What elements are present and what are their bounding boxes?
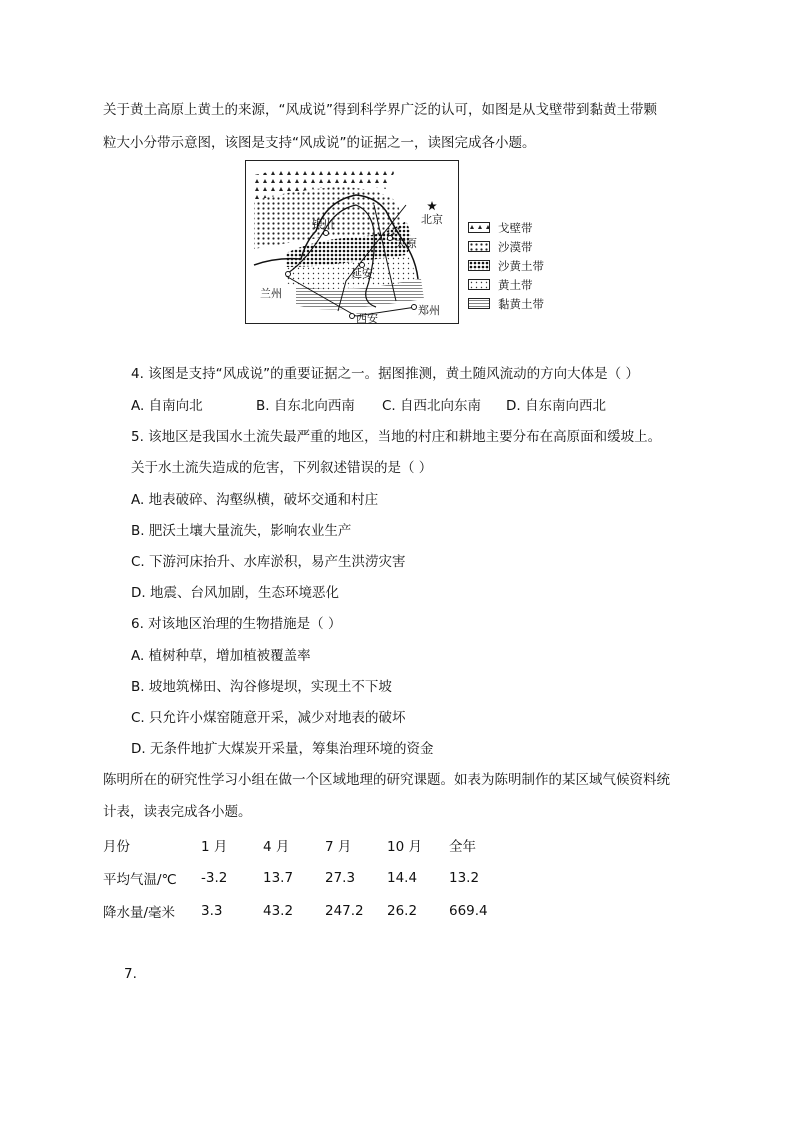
table-cell: 669.4	[449, 902, 488, 919]
city-taiyuan: 太原	[395, 237, 417, 250]
header-cell: 月份	[103, 838, 130, 855]
beijing-star-icon	[427, 201, 437, 210]
intro-line-1: 关于黄土高原上黄土的来源，“风成说”得到科学界广泛的认可，如图是从戈壁带到黏黄土带颗	[103, 102, 657, 118]
legend-label: 沙漠带	[498, 239, 533, 254]
sandy-loess-swatch	[468, 260, 490, 271]
legend-label: 戈壁带	[498, 220, 533, 235]
q6-option-b: B. 坡地筑梯田、沟谷修堤坝，实现土不下坡	[131, 679, 392, 695]
clay-loess-swatch	[468, 298, 490, 309]
table-cell: 27.3	[325, 869, 356, 886]
legend-item-sandy-loess	[468, 256, 544, 275]
climate-table	[103, 828, 511, 927]
header-cell: 7 月	[325, 838, 352, 855]
legend-item-gobi	[468, 218, 544, 237]
legend-label: 沙黄土带	[498, 258, 544, 273]
header-cell: 10 月	[387, 838, 422, 855]
loess-swatch	[468, 279, 490, 290]
q7-number: 7.	[124, 966, 137, 982]
city-yinchuan: 银川	[312, 218, 334, 231]
q4-option-c: C. 自西北向东南	[382, 398, 482, 414]
q5-option-c: C. 下游河床抬升、水库淤积，易产生洪涝灾害	[131, 554, 406, 570]
city-yanan: 延安	[351, 267, 373, 280]
city-lanzhou: 兰州	[260, 287, 282, 300]
header-cell: 4 月	[263, 838, 290, 855]
intro2-line-2: 计表，读表完成各小题。	[103, 804, 252, 820]
intro-line-2: 粒大小分带示意图，该图是支持“风成说”的证据之一，读图完成各小题。	[103, 135, 536, 151]
table-cell: 26.2	[387, 902, 418, 919]
q4-option-a: A. 自南向北	[131, 398, 203, 414]
legend-item-desert	[468, 237, 544, 256]
q6-option-c: C. 只允许小煤窑随意开采，减少对地表的破坏	[131, 710, 406, 726]
table-cell: 13.2	[449, 869, 480, 886]
q4-stem: 4. 该图是支持“风成说”的重要证据之一。据图推测，黄土随风流动的方向大体是（ ）	[131, 366, 639, 382]
city-zhengzhou: 郑州	[418, 304, 440, 317]
table-header-row	[103, 828, 511, 861]
loess-map-figure	[245, 160, 459, 324]
table-row	[103, 894, 511, 927]
q5-option-a: A. 地表破碎、沟壑纵横，破坏交通和村庄	[131, 492, 379, 508]
table-cell: 14.4	[387, 869, 418, 886]
city-xian: 西安	[356, 312, 378, 325]
legend-label: 黏黄土带	[498, 296, 544, 311]
legend-item-clay-loess	[468, 294, 544, 313]
q6-stem: 6. 对该地区治理的生物措施是（ ）	[131, 616, 342, 632]
q5-option-d: D. 地震、台风加剧，生态环境恶化	[131, 585, 339, 601]
zhengzhou-marker	[412, 305, 417, 310]
q6-option-a: A. 植树种草，增加植被覆盖率	[131, 648, 311, 664]
desert-swatch	[468, 241, 490, 252]
table-cell: 3.3	[201, 902, 223, 919]
q5-option-b: B. 肥沃土壤大量流失，影响农业生产	[131, 523, 352, 539]
q4-option-b: B. 自东北向西南	[256, 398, 355, 414]
map-legend	[468, 218, 544, 313]
q4-option-d: D. 自东南向西北	[506, 398, 606, 414]
q6-option-d: D. 无条件地扩大煤炭开采量，筹集治理环境的资金	[131, 741, 434, 757]
row-label: 平均气温/℃	[103, 871, 177, 888]
row-label: 降水量/毫米	[103, 904, 176, 921]
table-cell: 43.2	[263, 902, 294, 919]
header-cell: 全年	[449, 838, 476, 855]
intro2-line-1: 陈明所在的研究性学习小组在做一个区域地理的研究课题。如表为陈明制作的某区域气候资料统	[103, 772, 670, 788]
legend-label: 黄土带	[498, 277, 533, 292]
header-cell: 1 月	[201, 838, 228, 855]
city-beijing: 北京	[421, 213, 443, 226]
legend-item-loess	[468, 275, 544, 294]
xian-marker	[350, 314, 355, 319]
table-cell: 247.2	[325, 902, 364, 919]
gobi-swatch	[468, 222, 490, 233]
q5-stem-2: 关于水土流失造成的危害，下列叙述错误的是（ ）	[131, 460, 433, 476]
q5-stem-1: 5. 该地区是我国水土流失最严重的地区，当地的村庄和耕地主要分布在高原面和缓坡上。	[131, 429, 662, 445]
lanzhou-marker	[286, 272, 291, 277]
taiyuan-marker	[388, 236, 393, 241]
table-cell: -3.2	[201, 869, 228, 886]
table-row	[103, 861, 511, 894]
table-cell: 13.7	[263, 869, 294, 886]
